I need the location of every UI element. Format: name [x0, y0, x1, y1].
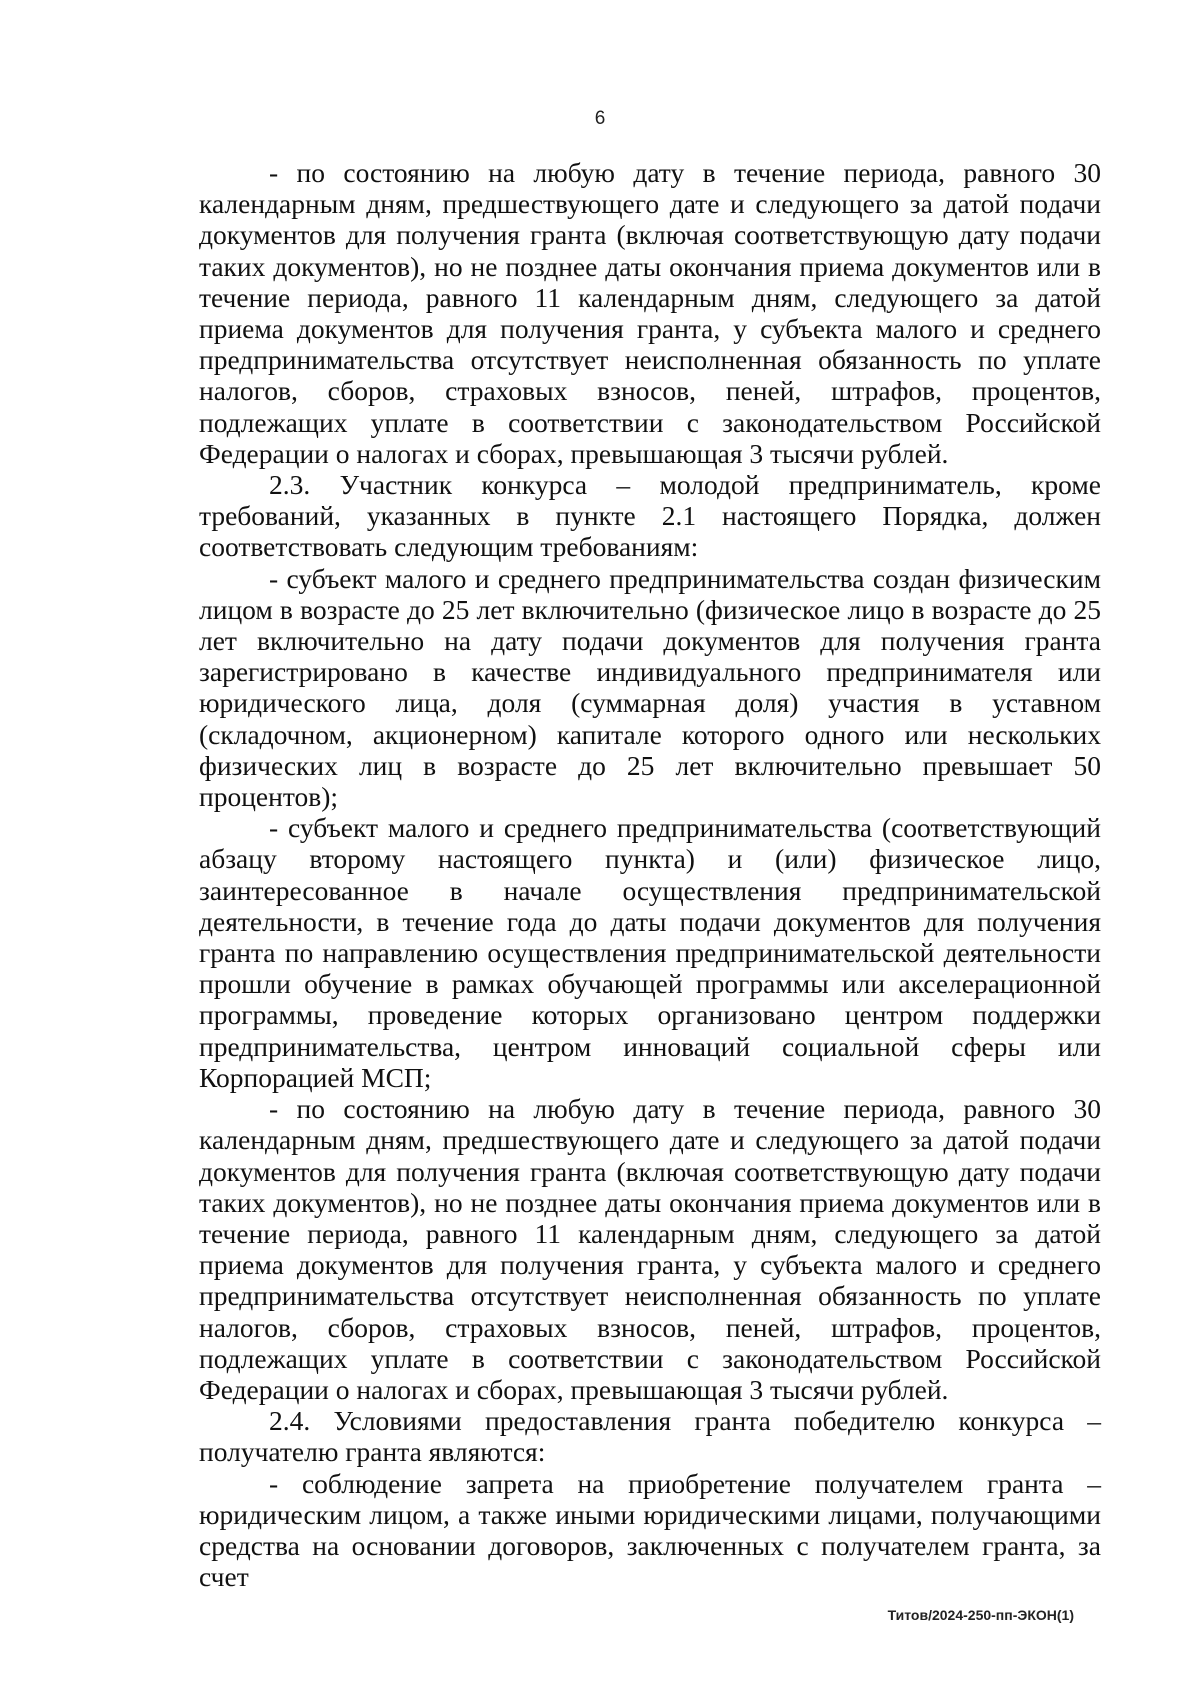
paragraph-2-4-heading: 2.4. Условиями предоставления гранта победителю конкурса – получателю гранта являются:: [199, 1405, 1101, 1468]
paragraph-young-entrepreneur-age: - субъект малого и среднего предпринимательства создан физическим лицом в возрасте до 25 лет включительно (физическое лицо в возрасте до 25 лет включительно на дату подачи документов для получения гранта зарегистрировано в качестве индивидуального предпринимателя или юридического лица, доля (суммарная доля) участия в уставном (складочном, акционерном) капитале которого одного или нескольких физических лиц в возрасте до 25 лет включительно превышает 50 процентов);: [199, 562, 1101, 813]
paragraph-tax-debt-condition-repeat: - по состоянию на любую дату в течение периода, равного 30 календарным дням, предшествующего дате и следующего за датой подачи документов для получения гранта (включая соответствующую дату подачи таких документов), но не позднее даты окончания приема документов или в течение периода, равного 11 календарным дням, следующего за датой приема документов для получения гранта, у субъекта малого и среднего предпринимательства отсутствует неисполненная обязанность по уплате налогов, сборов, страховых взносов, пеней, штрафов, процентов, подлежащих уплате в соответствии с законодательством Российской Федерации о налогах и сборах, превышающая 3 тысячи рублей.: [199, 1093, 1101, 1405]
paragraph-training-requirement: - субъект малого и среднего предпринимательства (соответствующий абзацу второму настоящего пункта) и (или) физическое лицо, заинтересованное в начале осуществления предпринимательской деятельности, в течение года до даты подачи документов для получения гранта по направлению осуществления предпринимательской деятельности прошли обучение в рамках обучающей программы или акселерационной программы, проведение которых организовано центром поддержки предпринимательства, центром инноваций социальной сферы или Корпорацией МСП;: [199, 812, 1101, 1093]
paragraph-2-3-heading: 2.3. Участник конкурса – молодой предприниматель, кроме требований, указанных в пункте 2.1 настоящего Порядка, должен соответствовать следующим требованиям:: [199, 469, 1101, 563]
document-reference-code: Титов/2024-250-пп-ЭКОН(1): [887, 1607, 1074, 1623]
page-number: 6: [594, 108, 606, 129]
paragraph-tax-debt-condition: - по состоянию на любую дату в течение периода, равного 30 календарным дням, предшествующего дате и следующего за датой подачи документов для получения гранта (включая соответствующую дату подачи таких документов), но не позднее даты окончания приема документов или в течение периода, равного 11 календарным дням, следующего за датой приема документов для получения гранта, у субъекта малого и среднего предпринимательства отсутствует неисполненная обязанность по уплате налогов, сборов, страховых взносов, пеней, штрафов, процентов, подлежащих уплате в соответствии с законодательством Российской Федерации о налогах и сборах, превышающая 3 тысячи рублей.: [199, 157, 1101, 469]
paragraph-purchase-ban: - соблюдение запрета на приобретение получателем гранта – юридическим лицом, а также иными юридическими лицами, получающими средства на основании договоров, заключенных с получателем гранта, за счет: [199, 1467, 1101, 1593]
document-body: [199, 157, 1101, 1592]
